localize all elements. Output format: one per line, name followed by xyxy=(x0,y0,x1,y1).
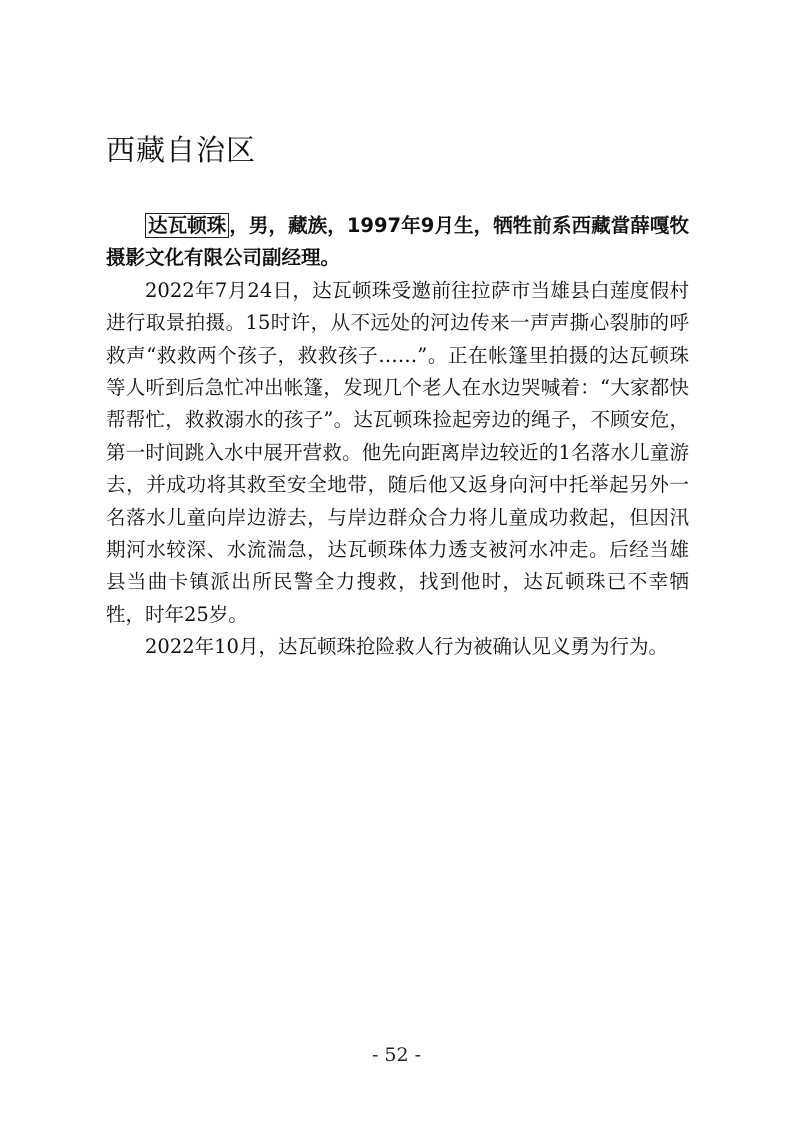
person-name: 达瓦顿珠 xyxy=(145,213,229,238)
recognition-paragraph: 2022年10月，达瓦顿珠抢险救人行为被确认见义勇为行为。 xyxy=(145,635,668,659)
section-title: 西藏自治区 xyxy=(106,133,257,167)
intro-paragraph xyxy=(106,210,689,275)
intro-text: ，男，藏族，1997年9月生，牺牲前系西藏當薛嘎牧摄影文化有限公司副经理。 xyxy=(106,214,689,270)
page-number: - 52 - xyxy=(371,1044,422,1066)
document-body xyxy=(106,210,689,664)
incident-paragraph: 2022年7月24日，达瓦顿珠受邀前往拉萨市当雄县白莲度假村进行取景拍摄。15时许，从不远处的河边传来一声声撕心裂肺的呼救声“救救两个孩子，救救孩子……”。正在帐篷里拍摄的达瓦顿珠等人听到后急忙冲出帐篷，发现几个老人在水边哭喊着：“大家都快帮帮忙，救救溺水的孩子”。达瓦顿珠捡起旁边的绳子，不顾安危，第一时间跳入水中展开营救。他先向距离岸边较近的1名落水儿童游去，并成功将其救至安全地带，随后他又返身向河中托举起另外一名落水儿童向岸边游去，与岸边群众合力将儿童成功救起，但因汛期河水较深、水流湍急，达瓦顿珠体力透支被河水冲走。后经当雄县当曲卡镇派出所民警全力搜救，找到他时，达瓦顿珠已不幸牺牲，时年25岁。 xyxy=(106,278,689,626)
